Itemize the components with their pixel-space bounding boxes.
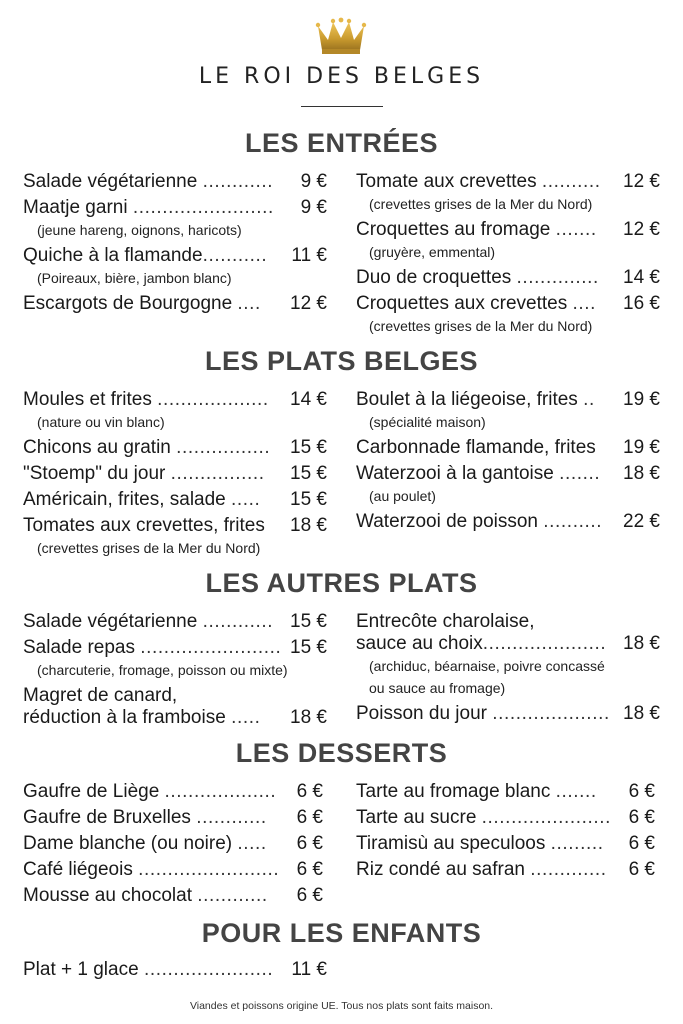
menu-item-price: 6 € [296, 781, 323, 802]
menu-item-price: 6 € [296, 859, 323, 880]
menu-item-note: (crevettes grises de la Mer du Nord) [37, 540, 261, 556]
menu-item-price: 12 € [623, 171, 660, 192]
menu-item-note: (crevettes grises de la Mer du Nord) [369, 318, 593, 334]
menu-item-price: 6 € [296, 833, 323, 854]
crown-icon [312, 16, 370, 56]
section-title-enfants: POUR LES ENFANTS [201, 918, 482, 948]
menu-item-note: (crevettes grises de la Mer du Nord) [369, 196, 593, 212]
menu-item: Dame blanche (ou noire) ..... [23, 833, 267, 854]
menu-item: Tomates aux crevettes, frites [23, 515, 265, 536]
menu-item: Gaufre de Bruxelles ............ [23, 807, 267, 828]
title-divider [301, 106, 383, 107]
menu-item: Salade repas ........................ [23, 637, 282, 658]
menu-item: Américain, frites, salade ..... [23, 489, 261, 510]
footer-note: Viandes et poissons origine UE. Tous nos plats sont faits maison. [189, 1000, 494, 1012]
menu-item-note: ou sauce au fromage) [369, 680, 506, 696]
menu-item-price: 18 € [623, 463, 660, 484]
menu-item-line: Magret de canard, [23, 685, 178, 706]
menu-item-price: 19 € [623, 389, 660, 410]
menu-item-price: 6 € [628, 781, 655, 802]
menu-item: Waterzooi à la gantoise ....... [356, 463, 601, 484]
menu-item-price: 12 € [623, 219, 660, 240]
menu-item: Tomate aux crevettes .......... [356, 171, 601, 192]
menu-item-line: Entrecôte charolaise, [356, 611, 535, 632]
menu-item: Tarte au fromage blanc ....... [356, 781, 597, 802]
menu-item: réduction à la framboise ..... [23, 707, 261, 728]
menu-item-note: (archiduc, béarnaise, poivre concassé [369, 658, 605, 674]
menu-item: Poisson du jour .................... [356, 703, 610, 724]
menu-item: Café liégeois ........................ [23, 859, 280, 880]
menu-item-price: 19 € [623, 437, 660, 458]
menu-item-price: 6 € [296, 807, 323, 828]
section-title-plats-belges: LES PLATS BELGES [204, 346, 479, 376]
menu-item: Tarte au sucre ...................... [356, 807, 612, 828]
menu-item-price: 9 € [300, 197, 327, 218]
menu-item-price: 6 € [296, 885, 323, 906]
menu-item: Mousse au chocolat ............ [23, 885, 268, 906]
menu-item: Tiramisù au speculoos ......... [356, 833, 604, 854]
menu-item: Croquettes aux crevettes .... [356, 293, 597, 314]
menu-item: Salade végétarienne ............ [23, 171, 274, 192]
menu-item: Waterzooi de poisson .......... [356, 511, 603, 532]
menu-item-note: (jeune hareng, oignons, haricots) [37, 222, 242, 238]
menu-item-price: 12 € [290, 293, 327, 314]
menu-item: Chicons au gratin ................ [23, 437, 271, 458]
restaurant-name: LE ROI DES BELGES [198, 64, 485, 89]
menu-item-price: 14 € [290, 389, 327, 410]
menu-item: Gaufre de Liège ................... [23, 781, 277, 802]
menu-item-price: 18 € [623, 703, 660, 724]
menu-item: Salade végétarienne ............ [23, 611, 274, 632]
menu-item: Quiche à la flamande........... [23, 245, 268, 266]
menu-item-note: (charcuterie, fromage, poisson ou mixte) [37, 662, 288, 678]
menu-item-price: 15 € [290, 437, 327, 458]
menu-item-price: 15 € [290, 611, 327, 632]
menu-item-note: (gruyère, emmental) [369, 244, 496, 260]
menu-item-price: 6 € [628, 833, 655, 854]
menu-item: Maatje garni ........................ [23, 197, 274, 218]
menu-item: Plat + 1 glace ...................... [23, 959, 274, 980]
menu-item: "Stoemp" du jour ................ [23, 463, 265, 484]
menu-item-note: (nature ou vin blanc) [37, 414, 165, 430]
section-title-autres-plats: LES AUTRES PLATS [205, 568, 478, 598]
menu-item-price: 9 € [300, 171, 327, 192]
menu-item-price: 18 € [290, 707, 327, 728]
menu-item: Escargots de Bourgogne .... [23, 293, 261, 314]
menu-item: Riz condé au safran ............. [356, 859, 607, 880]
menu-item-note: (au poulet) [369, 488, 436, 504]
menu-item-price: 11 € [291, 245, 327, 266]
section-title-entrees: LES ENTRÉES [244, 128, 439, 158]
menu-item-price: 15 € [290, 463, 327, 484]
menu-item: Carbonnade flamande, frites [356, 437, 596, 458]
menu-item-note: (spécialité maison) [369, 414, 486, 430]
menu-item-price: 14 € [623, 267, 660, 288]
menu-item-price: 11 € [291, 959, 327, 980]
menu-item-note: (Poireaux, bière, jambon blanc) [37, 270, 232, 286]
menu-item-price: 18 € [623, 633, 660, 654]
menu-item-price: 16 € [623, 293, 660, 314]
menu-item-price: 22 € [623, 511, 660, 532]
menu-item: Duo de croquettes .............. [356, 267, 599, 288]
menu-item: sauce au choix..................... [356, 633, 607, 654]
menu-item: Moules et frites ................... [23, 389, 269, 410]
menu-item: Croquettes au fromage ....... [356, 219, 597, 240]
menu-item-price: 15 € [290, 489, 327, 510]
section-title-desserts: LES DESSERTS [235, 738, 448, 768]
menu-item-price: 6 € [628, 859, 655, 880]
menu-item: Boulet à la liégeoise, frites .. [356, 389, 595, 410]
menu-item-price: 6 € [628, 807, 655, 828]
menu-item-price: 18 € [290, 515, 327, 536]
menu-item-price: 15 € [290, 637, 327, 658]
